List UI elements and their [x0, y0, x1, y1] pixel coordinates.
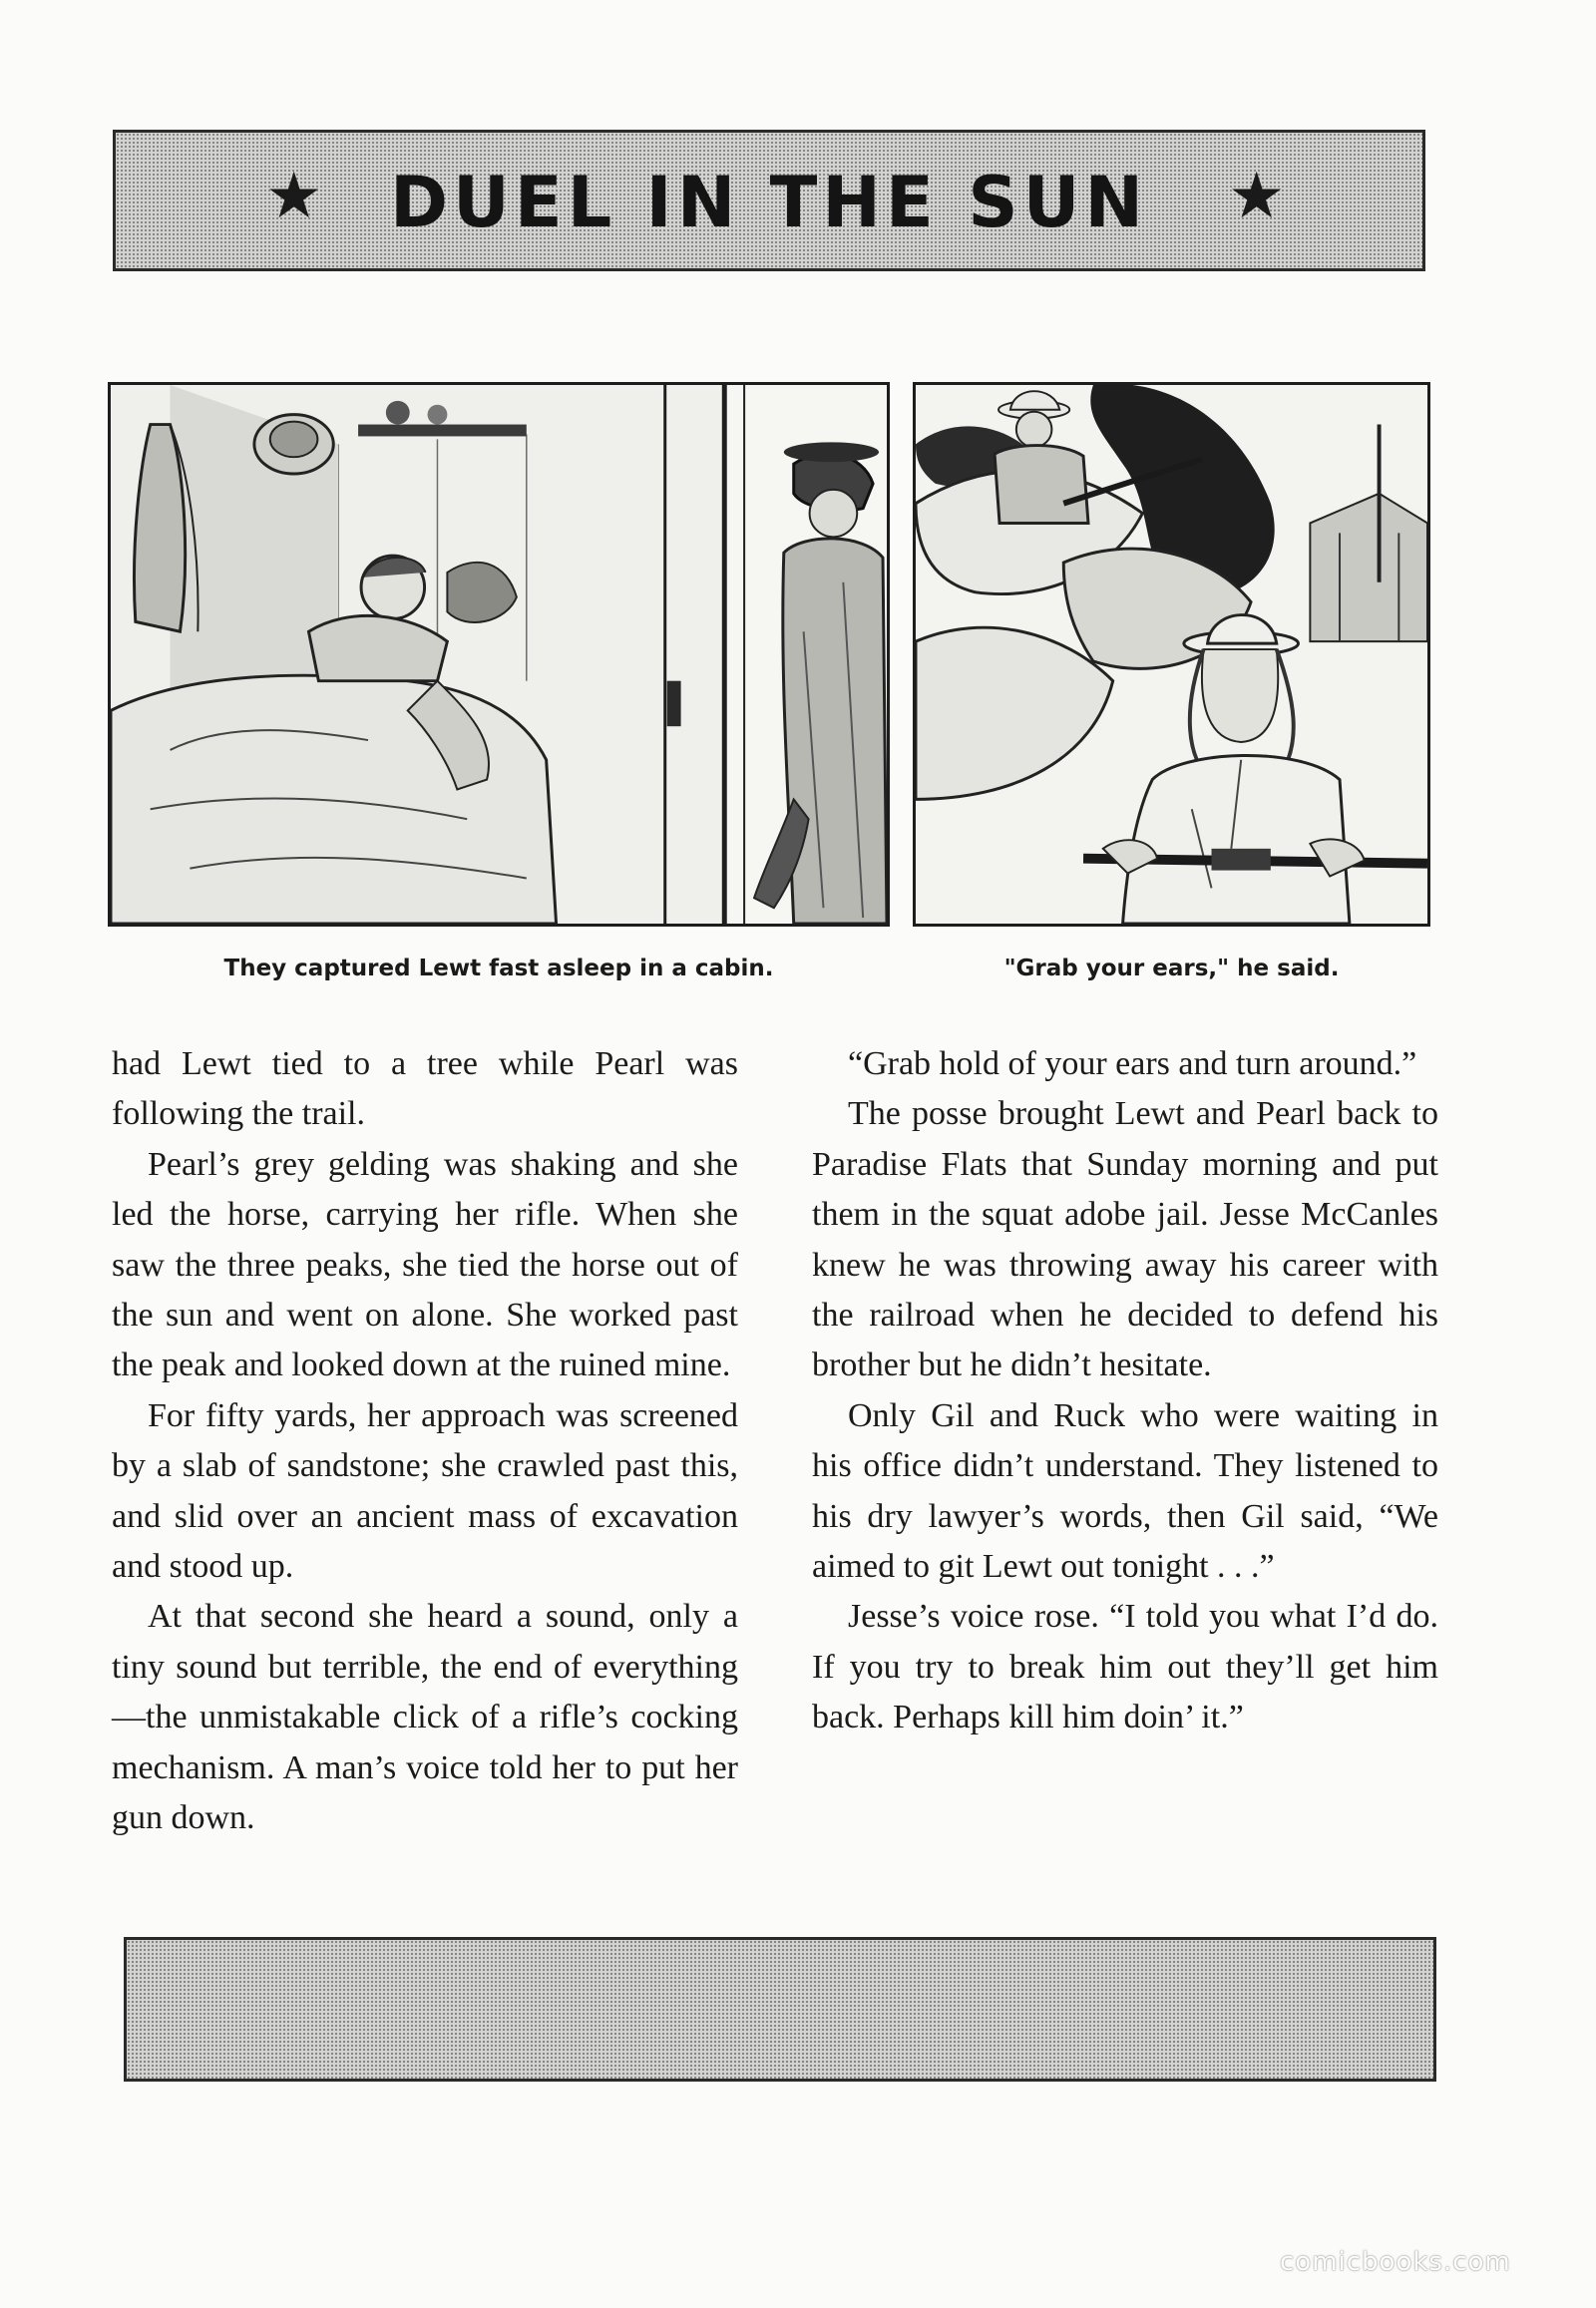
- paragraph: Pearl’s grey gelding was shaking and she led the horse, carrying her rifle. When she saw the three peaks, she tied the horse out of the sun and went on alone. She worked past the peak and looked down at the ruined mine.: [112, 1145, 738, 1384]
- title-banner: [113, 130, 1425, 271]
- star-icon: ★: [1228, 160, 1286, 233]
- ambush-illustration: [916, 385, 1427, 924]
- cabin-illustration: [111, 385, 887, 924]
- panel-caption: "Grab your ears," he said.: [1003, 956, 1340, 981]
- paragraph: The posse brought Lewt and Pearl back to Paradise Flats that Sunday morning and put them in the squat adobe jail. Jesse McCanles knew he was throwing away his career with the railroad when he decided to defend his brother but he didn’t hesitate.: [812, 1095, 1438, 1384]
- text-column-right: [812, 1039, 1438, 1743]
- watermark: comicbooks.com: [1280, 2247, 1511, 2277]
- paragraph: “Grab hold of your ears and turn around.”: [848, 1045, 1417, 1082]
- panel-caption: They captured Lewt fast asleep in a cabin.: [223, 956, 774, 981]
- paragraph: Jesse’s voice rose. “I told you what I’d do. If you try to break him out they’ll get him back. Perhaps kill him doin’ it.”: [812, 1598, 1438, 1736]
- paragraph: had Lewt tied to a tree while Pearl was following the trail.: [112, 1045, 738, 1133]
- bottom-banner: [124, 1937, 1436, 2082]
- paragraph: For fifty yards, her approach was screened by a slab of sandstone; she crawled past this, and slid over an ancient mass of excavation and stood up.: [112, 1396, 738, 1586]
- text-column-left: [112, 1039, 738, 1844]
- comic-panel-ambush: [913, 382, 1430, 927]
- page-title: DUEL IN THE SUN: [389, 162, 1149, 243]
- comic-panel-cabin: [108, 382, 890, 927]
- star-icon: ★: [265, 160, 323, 233]
- paragraph: Only Gil and Ruck who were waiting in his office didn’t understand. They listened to his dry lawyer’s words, then Gil said, “We aimed to git Lewt out tonight . . .”: [812, 1396, 1438, 1586]
- paragraph: At that second she heard a sound, only a tiny sound but terrible, the end of everything—the unmistakable click of a rifle’s cocking mechanism. A man’s voice told her to put her gun down.: [112, 1598, 738, 1837]
